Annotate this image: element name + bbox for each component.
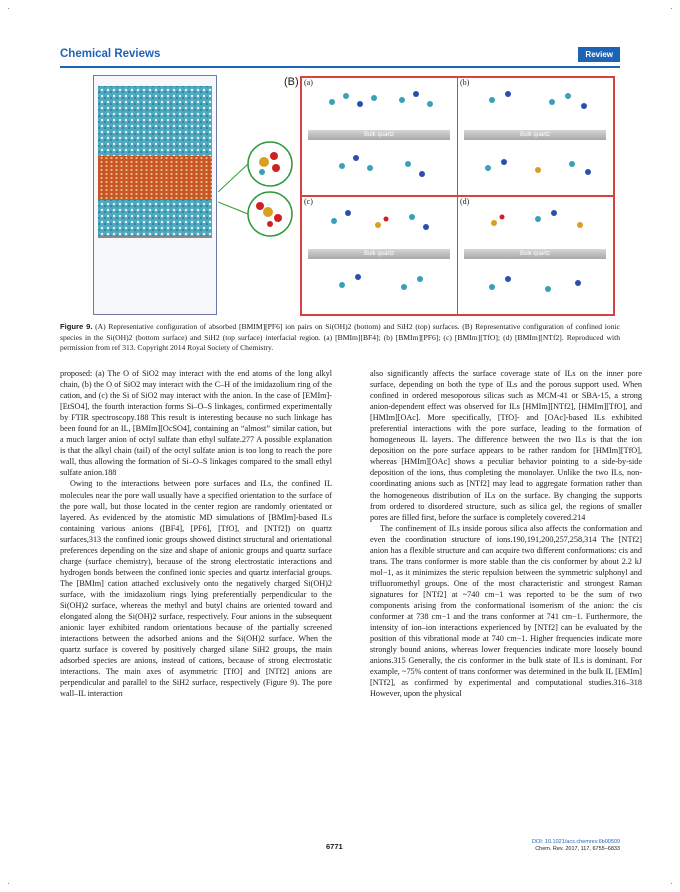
panel-c-label: (c) (304, 197, 313, 206)
footer-citation-block (532, 839, 620, 853)
panel-b-label: (b) (460, 78, 470, 87)
caption-label: Figure 9. (60, 322, 93, 331)
panel-b (457, 77, 614, 196)
panel-d-molecules-bottom (468, 267, 608, 307)
panel-c-molecules-top (312, 201, 452, 241)
left-paragraph: proposed: (a) The O of SiO2 may interact with the end atoms of the long alkyl chain, (b) the O of SiO2 may interact with the C–H of the imidazolium ring of the cation, and (c) the Si of SiO2 may interact with the anion. In the case of [EMIm]-[EtSO4], the fourth interaction forms Si–O–S linkages, confirmed experimentally by FTIR spectroscopy.188 This result is interesting because no such linkage has been found for an IL, [BMIm][OcSO4], containing an “almost” similar cation, but a much larger anion of octyl sulfate than ethyl sulfate.277 A possible explanation is that the alkyl chain (tail) of the octyl sulfate anion is too long to reach the pore wall, thus allowing the formation of Si–O–S linkages compared to the small ethyl sulfate anion.188 (60, 369, 332, 478)
panel-a (301, 77, 458, 196)
figure-label-b: (B) (284, 76, 299, 88)
figure-caption (60, 322, 620, 354)
crop-mark-top-left (8, 8, 9, 9)
panel-b-quartz: Bulk quartz (464, 130, 606, 140)
panel-d-quartz: Bulk quartz (464, 249, 606, 259)
panel-c (301, 196, 458, 315)
panel-a-label: (a) (304, 78, 313, 87)
panel-a-molecules-top (312, 82, 452, 122)
panel-a-molecules-bottom (312, 148, 452, 188)
doi-link[interactable]: DOI: 10.1021/acs.chemrev.6b00509 (532, 839, 620, 845)
journal-title[interactable]: Chemical Reviews (60, 48, 161, 60)
crop-mark-bottom-right (671, 883, 672, 884)
panel-b-molecules-top (468, 82, 608, 122)
panel-c-quartz: Bulk quartz (308, 249, 450, 259)
header-rule (60, 66, 620, 68)
crop-mark-top-right (671, 8, 672, 9)
caption-text: (A) Representative configuration of absorbed [BMIM][PF6] ion pairs on Si(OH)2 (bottom) and SiH2 (top) surfaces. (B) Representative configuration of confined ionic species in the Si(OH)2 (bottom surface) and SiH2 (top surface) interfacial region. (a) [BMIm][BF4]; (b) [BMIm][PF6]; (c) [BMIm][TfO]; (d) [BMIm][NTf2]. Reproduced with permission from ref 313. Copyright 2014 Royal Society of Chemistry. (60, 322, 620, 353)
left-column (60, 368, 332, 699)
panel-c-molecules-bottom (312, 267, 452, 307)
panel-b-molecules-bottom (468, 148, 608, 188)
crop-mark-bottom-left (8, 883, 9, 884)
panel-d-label: (d) (460, 197, 470, 206)
page-header (60, 45, 620, 65)
figure-9 (60, 72, 620, 320)
panel-d-molecules-top (468, 201, 608, 241)
right-paragraph: The confinement of ILs inside porous silica also affects the conformation and even the coordination structure of ions.190,191,200,257,258,314 The [NTf2] anion has a flexible structure and can acquire two different conformations: cis and trans. The trans conformer is more stable than the cis conformer by about 2.2 kJ mol−1, as it minimizes the steric repulsion between the symmetric sulphonyl and trifluoromethyl groups. One of the most characteristic and strongest Raman signatures for [NTf2] at ~740 cm−1 was reported to be the sum of two components arising from the conformational isomerism of the anion: the cis conformer at 738 cm−1 and the trans conformer at 741 cm−1. Furthermore, the intensity of ion–ion interactions experienced by [NTf2] can be evaluated by the position of this vibrational mode at 740 cm−1. Higher frequencies indicate more strongly bound anions, whereas lower frequencies indicate more loosely bound anions.315 Generally, the cis conformer in the bulk state of ILs is dominant. For example, ~75% content of trans conformer was determined in the bulk IL [EMIm][NTf2], as confirmed by experimental and computational studies.316–318 However, upon the physical (370, 523, 642, 699)
ion-pair-zoom-circles (218, 132, 298, 272)
panel-a-quartz: Bulk quartz (308, 130, 450, 140)
panel-d (457, 196, 614, 315)
md-snapshot-illustration (94, 76, 216, 314)
right-column (370, 368, 642, 699)
journal-citation: Chem. Rev. 2017, 117, 6755–6833 (535, 846, 620, 852)
panel-grid (300, 76, 615, 316)
left-paragraph: Owing to the interactions between pore surfaces and ILs, the confined IL molecules near the pore wall usually have a specified orientation to the surface of the pore wall, but those located in the center region are randomly orientated or layered. As evidenced by the atomistic MD simulations of [BMIm]-based ILs containing various anions ([BF4], [PF6], [TfO], and [NTf2]) on quartz surfaces,313 the confined ionic groups showed distinct structural and orientational preferences depending on the size and shape of anionic groups and quartz surface charge (surface chemistry), because of the strong electrostatic interactions and hydrogen bonds between the confined ionic species and quartz interfacial groups. The [BMIm] cation attached exclusively onto the negatively charged Si(OH)2 surface, with the imidazolium rings lying preferentially perpendicular to the Si(OH)2 surface, whereas the methyl and butyl chains are oriented toward and elongated along the Si(OH)2 surface, respectively. Four anions in the subsequent anionic layer exhibited random orientations because of the partially screened interactions between the adsorbed anions and the Si(OH)2 surface. When the quartz surface is covered by positively charged silane SiH2 groups, the main adsorbed species are anions, instead of cations, because of strong electrostatic interactions. The main axes of asymmetric [TfO] and [NTf2] anions are perpendicular and parallel to the SiH2 surface, respectively (Figure 9). The pore wall–IL interaction (60, 479, 332, 699)
md-simulation-box (93, 75, 217, 315)
page-number: 6771 (326, 842, 343, 851)
right-paragraph: also significantly affects the surface coverage state of ILs on the inner pore surface, depending on both the type of ILs and the porous support used. When confined in ordered mesoporous silicas such as MCM-41 or SBA-15, a strong anion-dependent effect was observed for ILs [HMIm][NTf2], [HMIm][TfO], and [HMIm][OAc]. More specifically, [TfO]- and [OAc]-based ILs exhibited preferential interactions with the pore surface, leading to the formation of homogeneous IL layers. The difference between the two ILs is that the ion deposition on the pore surface appears to be rather random for [HMIm][TfO], whereas [HMIm][OAc] shows a peculiar behavior pointing to a side-by-side deposition of the ions, thus completing the monolayer. Unlike the two ILs, non-coordinating anions such as [NTf2] may lead to aggregate formation rather than the homogeneous distribution of ILs on the surface. By changing the supports from ordered to disordered structure, such as silica gel, the regions of smaller pores are filled first, before the surface is completely covered.214 (370, 369, 642, 522)
review-badge: Review (578, 47, 620, 62)
